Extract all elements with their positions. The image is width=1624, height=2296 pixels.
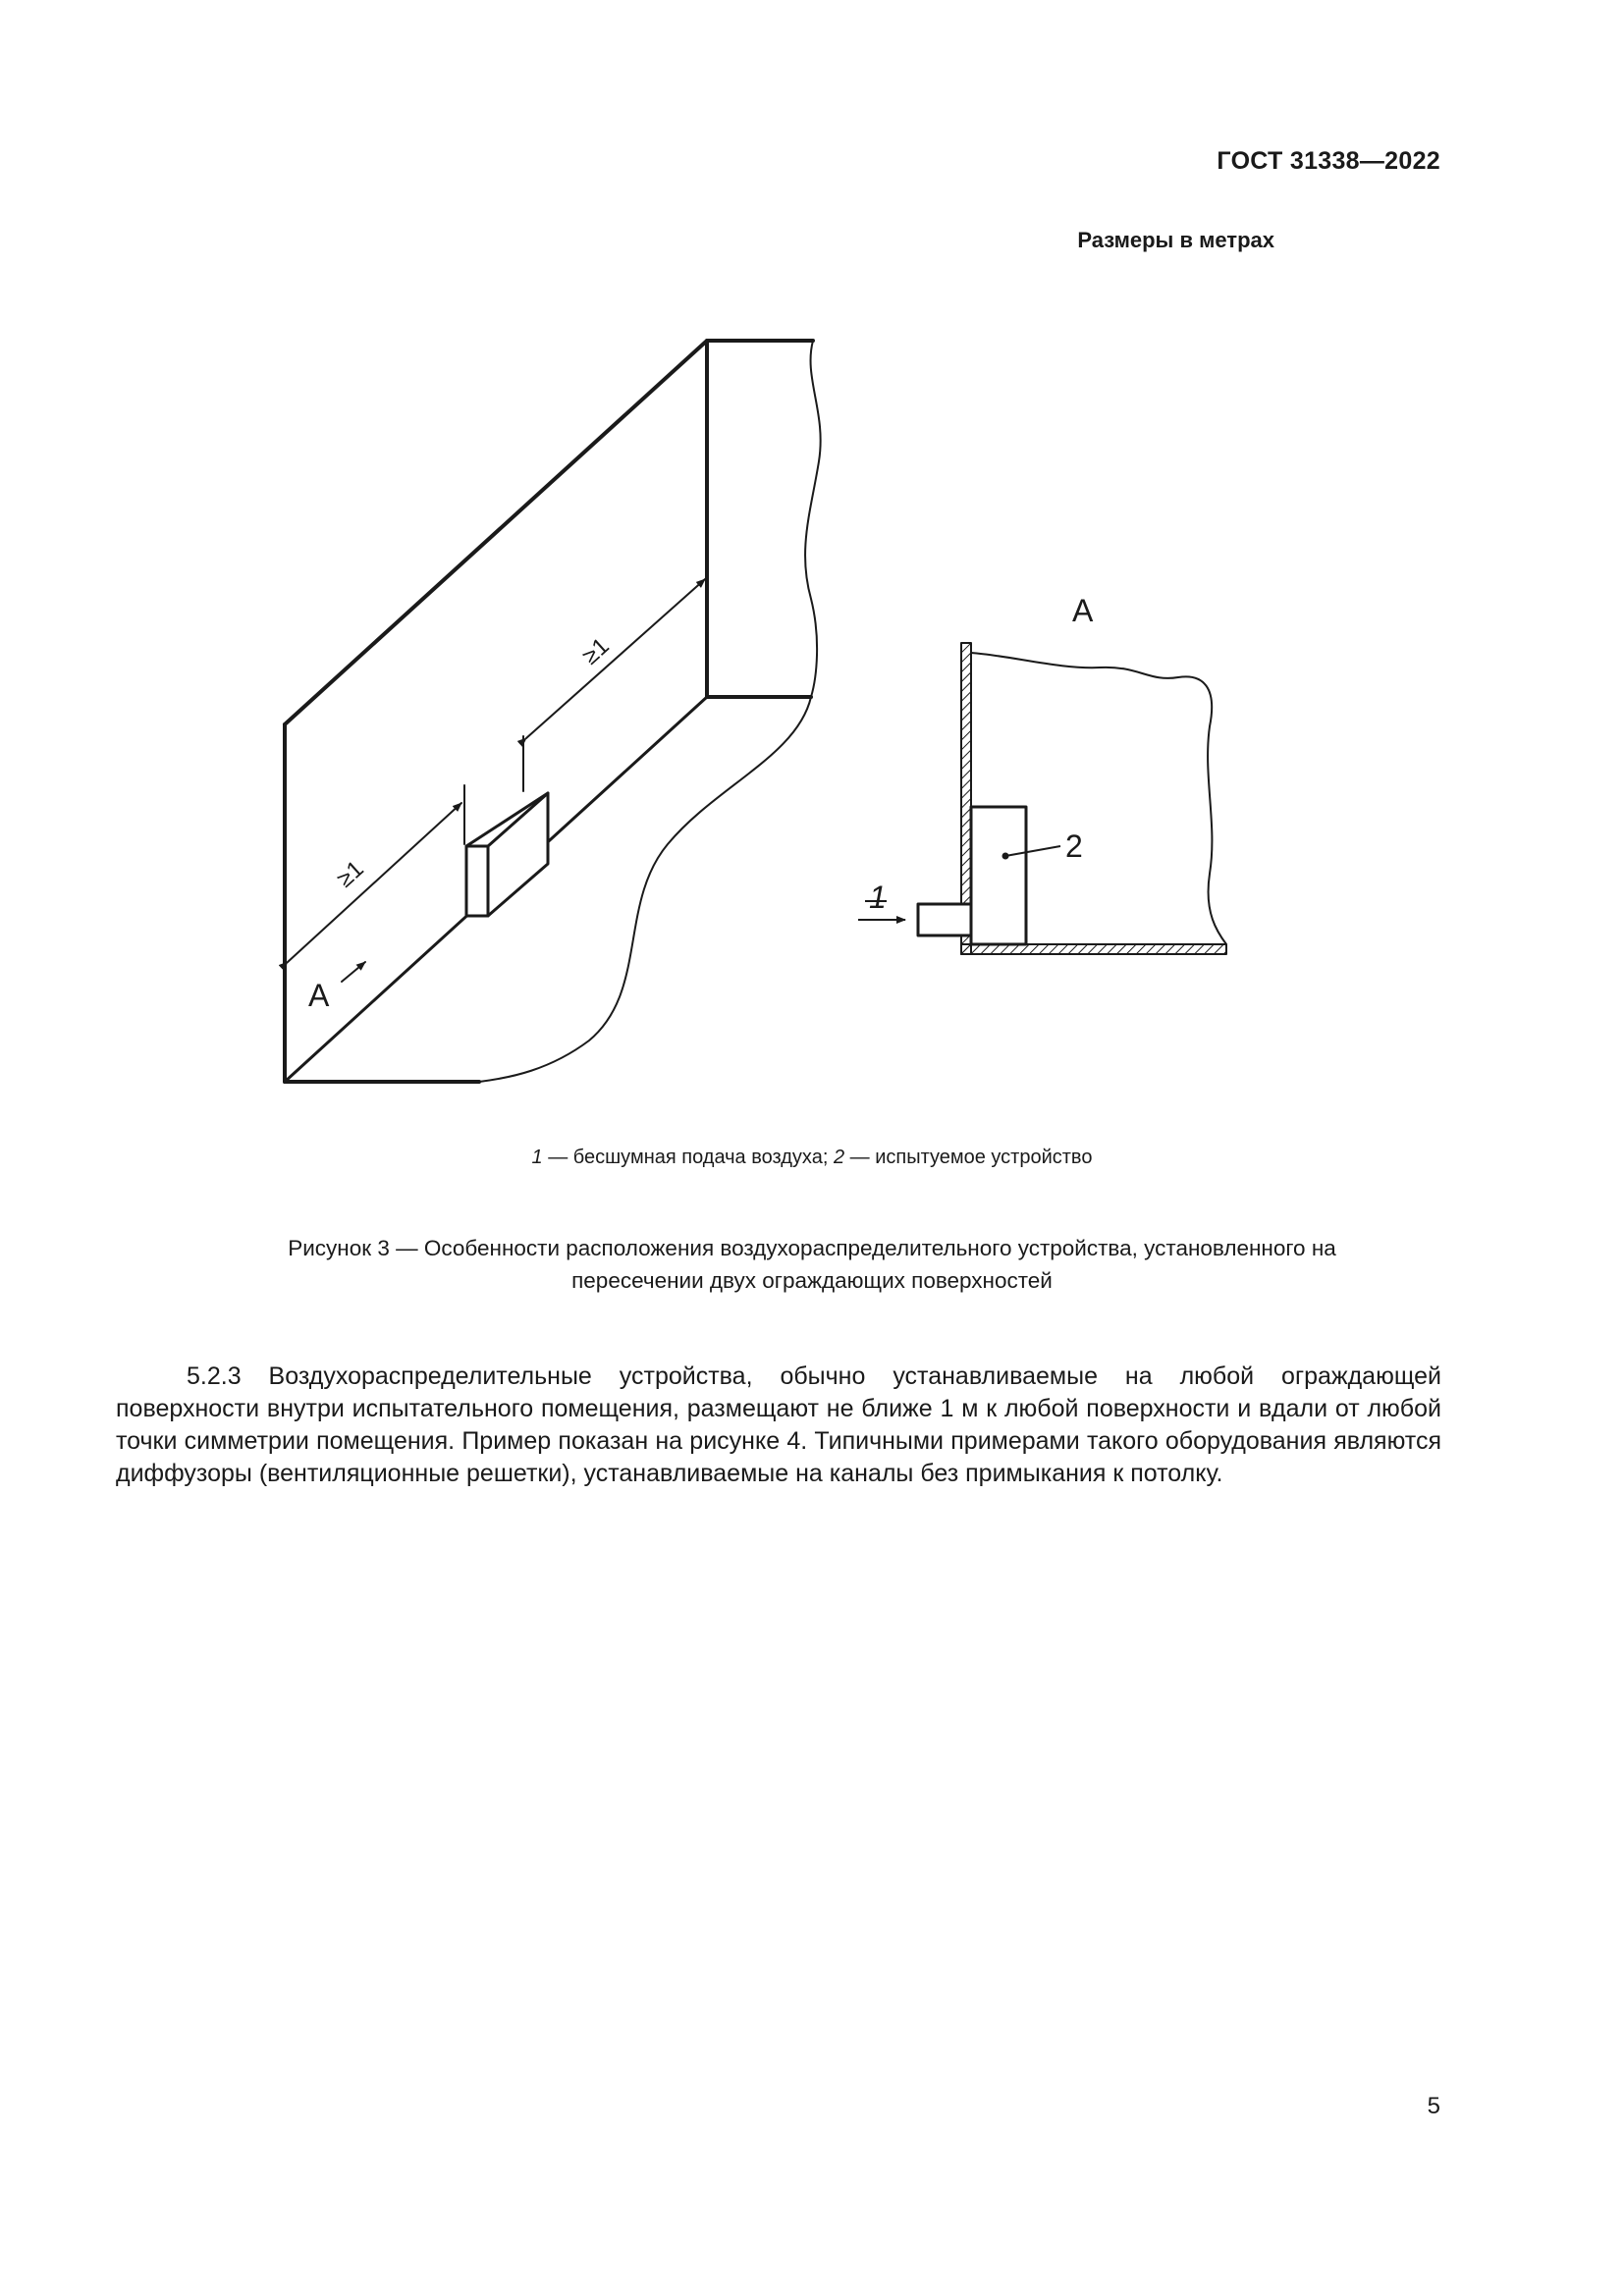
page-number: 5 xyxy=(1427,2093,1440,2119)
dimensions-note: Размеры в метрах xyxy=(1077,228,1274,252)
legend-item2-num: 2 xyxy=(833,1147,845,1168)
device-under-test xyxy=(971,807,1026,944)
wall-break-line xyxy=(805,341,821,697)
view-label-section: A xyxy=(1072,593,1094,628)
air-supply-duct xyxy=(918,904,971,935)
standard-code: ГОСТ 31338—2022 xyxy=(1217,147,1440,175)
isometric-view xyxy=(285,341,821,1082)
section-view xyxy=(858,643,1226,954)
caption-line-1: Рисунок 3 — Особенности расположения воздухораспределительного устройства, установленного на xyxy=(288,1236,1336,1260)
figure-legend xyxy=(0,1147,1624,1169)
dimension-label-2: ≥1 xyxy=(576,632,615,670)
dimension-label-1: ≥1 xyxy=(331,855,369,893)
body-text xyxy=(116,1361,1441,1490)
caption-line-2: пересечении двух ограждающих поверхностей xyxy=(571,1268,1053,1293)
legend-item1-num: 1 xyxy=(531,1147,543,1168)
wall-outline xyxy=(285,341,813,724)
callout-2: 2 xyxy=(1065,828,1083,864)
paragraph-5-2-3: 5.2.3 Воздухораспределительные устройства, обычно устанавливаемые на любой ограждающей поверхности внутри испытательного помещения, размещают не ближе 1 м к любой поверхности и вдали от любой точки симметрии помещения. Пример показан на рисунке 4. Типичными примерами такого оборудования являются диффузоры (вентиляционные решетки), устанавливаемые на каналы без примыкания к потолку. xyxy=(116,1362,1441,1487)
view-arrow xyxy=(342,962,365,982)
dimension-line-2 xyxy=(526,579,705,738)
callout-1: 1 xyxy=(869,880,887,915)
legend-item2-text: — испытуемое устройство xyxy=(844,1147,1093,1168)
view-label-main: A xyxy=(308,978,330,1013)
figure-3-drawing xyxy=(0,0,1624,1139)
device-box xyxy=(466,793,548,916)
figure-caption xyxy=(184,1232,1440,1297)
dimension-line-1 xyxy=(288,803,461,962)
legend-item1-text: — бесшумная подача воздуха; xyxy=(542,1147,834,1168)
